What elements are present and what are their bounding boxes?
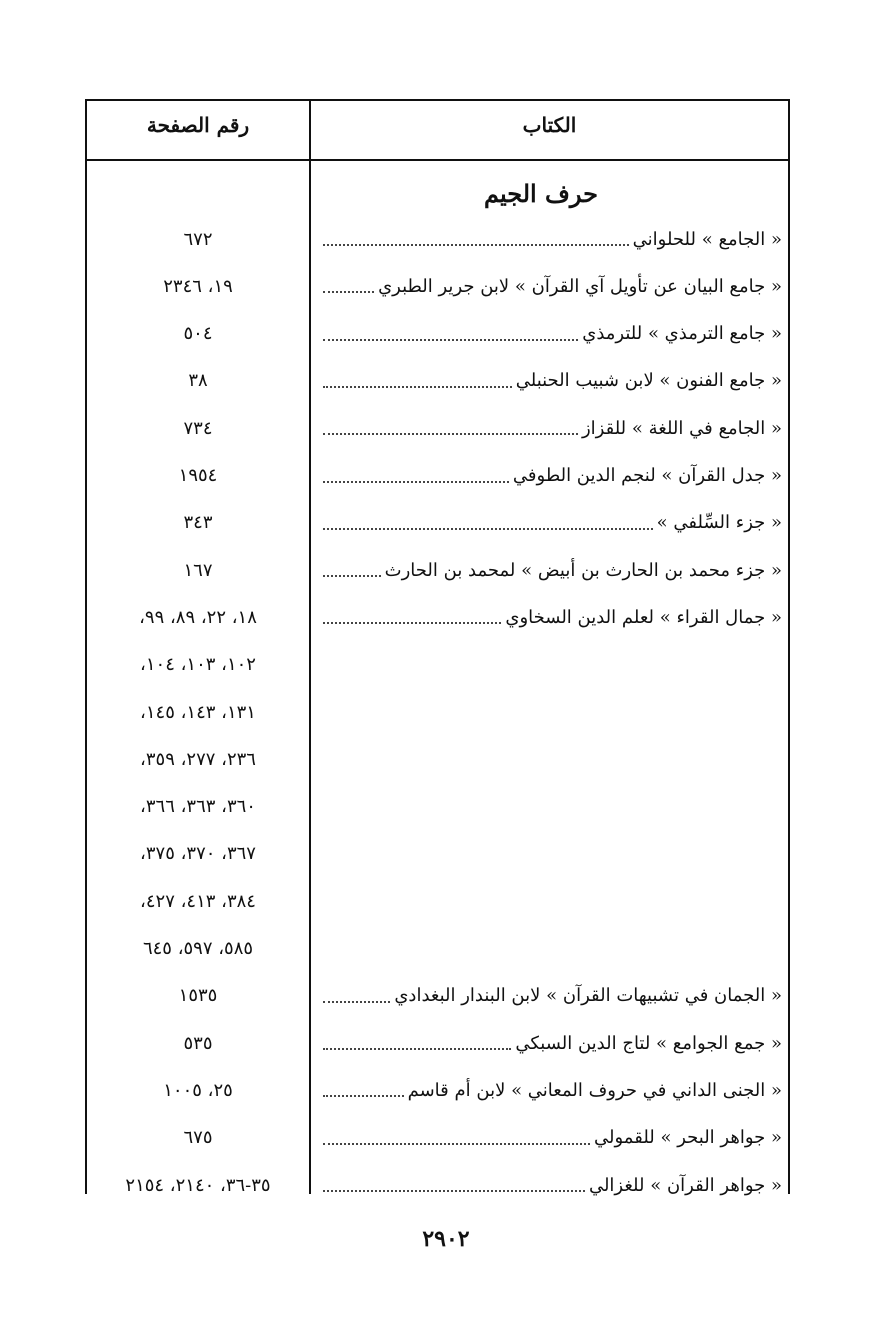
page-refs: ١٩، ٢٣٤٦ (163, 275, 233, 297)
book-entry (319, 312, 782, 356)
book-entry (319, 1163, 782, 1207)
leader-dots (323, 575, 381, 577)
table-row (87, 879, 788, 923)
book-title: « الجمان في تشبيهات القرآن » لابن البندار البغدادي (394, 985, 782, 1007)
page-refs: ٣٨ (188, 370, 208, 392)
leader-dots (323, 433, 578, 435)
book-title: « الجامع في اللغة » للقزاز (581, 417, 782, 439)
leader-dots (323, 1190, 585, 1192)
table-row (87, 406, 788, 450)
table-row (87, 832, 788, 876)
page-refs: ١٣١، ١٤٣، ١٤٥، (140, 701, 256, 723)
table-row (87, 1068, 788, 1112)
section-title: حرف الجيم (484, 179, 598, 208)
header-divider (87, 159, 788, 161)
header-pages: رقم الصفحة (146, 113, 250, 137)
table-row (87, 927, 788, 971)
page-refs: ٥٣٥ (183, 1032, 213, 1054)
leader-dots (323, 386, 512, 388)
page-refs: ٣٦٧، ٣٧٠، ٣٧٥، (140, 843, 256, 865)
table-row (87, 312, 788, 356)
page-refs: ٣٤٣ (183, 512, 213, 534)
page-refs: ٣٦٠، ٣٦٣، ٣٦٦، (140, 796, 256, 818)
table-row (87, 737, 788, 781)
book-title: « جامع البيان عن تأويل آي القرآن » لابن جرير الطبري (378, 275, 782, 297)
book-title: « جمع الجوامع » لتاج الدين السبكي (515, 1032, 782, 1054)
book-entry (319, 1021, 782, 1065)
table-row (87, 359, 788, 403)
table-row (87, 690, 788, 734)
table-row (87, 264, 788, 308)
table-row (87, 974, 788, 1018)
table-row (87, 1021, 788, 1065)
page-refs: ١٥٣٥ (178, 985, 218, 1007)
book-entry (319, 974, 782, 1018)
book-entry (319, 217, 782, 261)
book-entry (319, 595, 782, 639)
page-refs: ١٨، ٢٢، ٨٩، ٩٩، (139, 606, 257, 628)
page-number: ٢٩٠٢ (422, 1226, 470, 1252)
leader-dots (323, 1001, 390, 1003)
book-entry (319, 1068, 782, 1112)
book-title: « جامع الفنون » لابن شبيب الحنبلي (515, 370, 782, 392)
book-entry (319, 264, 782, 308)
book-entry (319, 548, 782, 592)
book-title: « جمال القراء » لعلم الدين السخاوي (505, 606, 782, 628)
book-entry (319, 359, 782, 403)
book-title: « جواهر القرآن » للغزالي (588, 1174, 782, 1196)
index-table (85, 99, 790, 1194)
table-row (87, 643, 788, 687)
table-row (87, 1163, 788, 1207)
page-refs: ٢٣٦، ٢٧٧، ٣٥٩، (140, 748, 256, 770)
book-title: « جواهر البحر » للقمولي (594, 1127, 782, 1149)
header-book: الكتاب (522, 113, 577, 137)
book-entry (319, 406, 782, 450)
page-refs: ١٦٧ (183, 559, 213, 581)
page-refs: ٦٧٢ (183, 228, 213, 250)
table-row (87, 785, 788, 829)
page-refs: ٣٨٤، ٤١٣، ٤٢٧، (140, 890, 256, 912)
table-row (87, 454, 788, 498)
page-refs: ٢٥، ١٠٠٥ (163, 1079, 233, 1101)
page-refs: ٣٥-٣٦، ٢١٤٠، ٢١٥٤ (125, 1174, 271, 1196)
leader-dots (323, 622, 501, 624)
page-refs: ١٠٢، ١٠٣، ١٠٤، (140, 654, 256, 676)
book-entry (319, 454, 782, 498)
leader-dots (323, 481, 509, 483)
book-entry (319, 1116, 782, 1160)
book-title: « جامع الترمذي » للترمذي (582, 323, 782, 345)
page-refs: ٦٧٥ (183, 1127, 213, 1149)
book-title: « جدل القرآن » لنجم الدين الطوفي (512, 465, 782, 486)
table-row (87, 548, 788, 592)
table-row (87, 501, 788, 545)
page-refs: ١٩٥٤ (178, 465, 218, 486)
leader-dots (323, 291, 374, 293)
leader-dots (323, 1048, 511, 1050)
page-refs: ٥٠٤ (183, 323, 213, 345)
book-title: « جزء محمد بن الحارث بن أبيض » لمحمد بن الحارث (384, 559, 782, 581)
leader-dots (323, 339, 578, 341)
leader-dots (323, 244, 629, 246)
table-row (87, 1116, 788, 1160)
leader-dots (323, 1143, 590, 1145)
table-row (87, 595, 788, 639)
page-refs: ٥٨٥، ٥٩٧، ٦٤٥ (142, 938, 254, 959)
leader-dots (323, 528, 653, 530)
book-title: « جزء السِّلفي » (656, 512, 782, 534)
leader-dots (323, 1095, 404, 1097)
book-title: « الجامع » للحلواني (632, 228, 782, 250)
book-title: « الجنى الداني في حروف المعاني » لابن أم قاسم (407, 1079, 782, 1101)
book-entry (319, 501, 782, 545)
page-refs: ٧٣٤ (183, 417, 213, 439)
table-row (87, 217, 788, 261)
